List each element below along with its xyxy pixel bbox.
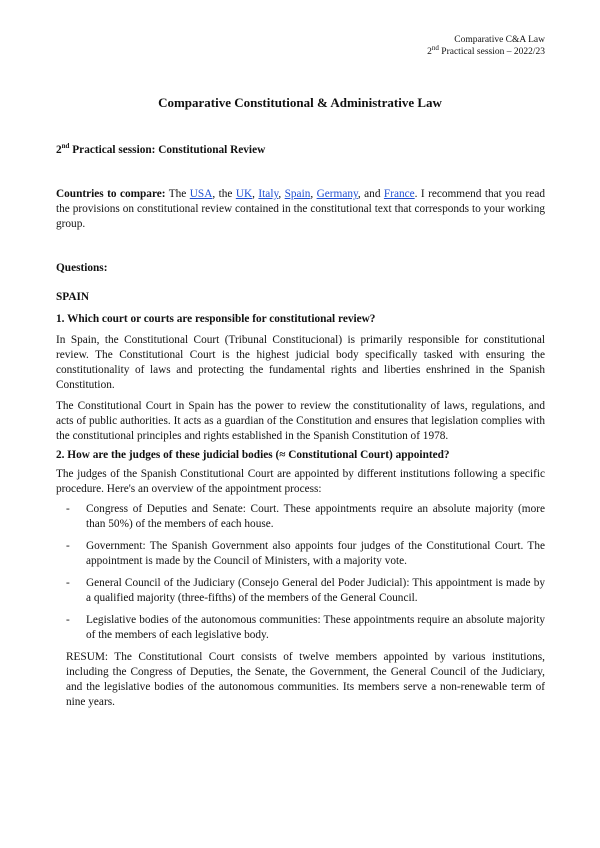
running-header [427, 34, 545, 58]
document-body [56, 143, 545, 710]
bullet-dash: - [66, 503, 70, 515]
resum-paragraph: RESUM: The Constitutional Court consists of twelve members appointed by various institutions, including the Congress of Deputies, the Senate, the Government, the General Council of the Judiciary, and the legislative bodies of the autonomous communities. Its members serve a non-renewable term of nine years. [66, 651, 545, 708]
countries-label: Countries to compare: [56, 188, 166, 200]
bullet-dash: - [66, 577, 70, 589]
link-italy[interactable]: Italy [258, 188, 279, 200]
link-germany[interactable]: Germany [316, 188, 358, 200]
bullet-dash: - [66, 540, 70, 552]
question-1-heading: 1. Which court or courts are responsible for constitutional review? [56, 313, 376, 325]
document-title: Comparative Constitutional & Administrative Law [158, 95, 442, 110]
link-usa[interactable]: USA [189, 188, 213, 200]
list-item: - Government: The Spanish Government also appoints four judges of the Constitutional Court. The appointment is made by the Council of Ministers, with a majority vote. [66, 540, 545, 567]
session-heading: 2nd Practical session: Constitutional Review [56, 142, 266, 156]
countries-paragraph: Countries to compare: The USA, the UK, Italy, Spain, Germany, and France. I recommend that you read the provisions on constitutional review contained in the constitutional text that corresponds to your working group. [56, 188, 545, 230]
header-session: 2nd Practical session – 2022/23 [427, 43, 545, 57]
list-item: - Congress of Deputies and Senate: Court. These appointments require an absolute majority (more than 50%) of the members of each house. [66, 503, 545, 530]
header-course: Comparative C&A Law [454, 35, 545, 45]
bullet-dash: - [66, 614, 70, 626]
questions-heading: Questions: [56, 262, 108, 274]
question-1-paragraph-1: In Spain, the Constitutional Court (Tribunal Constitucional) is primarily responsible for constitutional review. The Constitutional Court is the highest judicial body specifically tasked with ensuring the constitutionality of laws and protecting the fundamental rights and liberties enshrined in the Spanish Constitution. [56, 334, 545, 391]
question-2-heading: 2. How are the judges of these judicial bodies (≈ Constitutional Court) appointed? [56, 449, 450, 461]
list-item: - Legislative bodies of the autonomous communities: These appointments require an absolute majority of the members of each legislative body. [66, 614, 545, 641]
spain-heading: SPAIN [56, 291, 90, 303]
link-uk[interactable]: UK [235, 188, 253, 200]
appointment-list [56, 502, 545, 643]
question-1-paragraph-2: The Constitutional Court in Spain has the power to review the constitutionality of laws, regulations, and acts of public authorities. It acts as a guardian of the Constitution and ensures that legislation complies with the constitutional principles and rights established in the Spanish Constitution of 1978. [56, 400, 545, 442]
link-spain[interactable]: Spain [284, 188, 311, 200]
link-france[interactable]: France [383, 188, 415, 200]
list-item: - General Council of the Judiciary (Consejo General del Poder Judicial): This appointment is made by a qualified majority (three-fifths) of the members of the General Council. [66, 577, 545, 604]
question-2-intro: The judges of the Spanish Constitutional Court are appointed by different institutions following a specific procedure. Here's an overview of the appointment process: [56, 468, 545, 495]
